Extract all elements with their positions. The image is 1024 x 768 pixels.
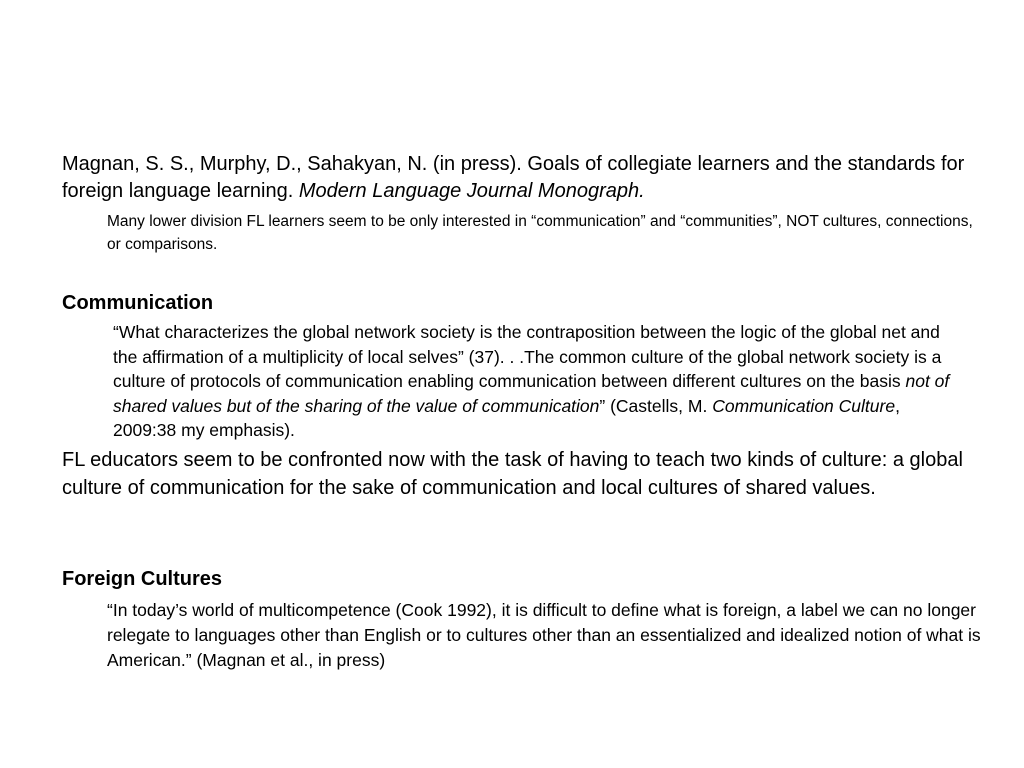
fl-educators-paragraph: FL educators seem to be confronted now with the task of having to teach two kinds of culture: a global culture of communication for the sake of communication and local cultures of shared values. <box>62 449 963 499</box>
heading-foreign-cultures: Foreign Cultures <box>62 568 223 590</box>
foreign-cultures-quote: “In today’s world of multicompetence (Cook 1992), it is difficult to define what is foreign, a label we can no longer relegate to languages other than English or to cultures other than an essentialized and idealized notion of what is American.” (Magnan et al., in press) <box>107 600 981 670</box>
communication-quote-part2: ” (Castells, M. <box>599 395 713 416</box>
heading-communication: Communication <box>62 292 214 314</box>
communication-quote-part1: “What characterizes the global network society is the contraposition between the logic of the global net and the affirmation of a multiplicity of local selves” (37). . .The common culture of the global network society is a culture of protocols of communication enabling communication between different cultures on the basis <box>113 322 942 392</box>
citation-journal: Modern Language Journal Monograph. <box>298 180 645 202</box>
citation-note: Many lower division FL learners seem to be only interested in “communication” and “communities”, NOT cultures, connections, or comparisons. <box>107 213 973 253</box>
citation-paragraph <box>62 151 992 205</box>
citation-text: Magnan, S. S., Murphy, D., Sahakyan, N. (in press). Goals of collegiate learners and the standards for foreign language learning. <box>62 153 965 202</box>
communication-quote-source-title: Communication Culture <box>712 395 896 416</box>
communication-quote-emphasis: not of shared values but of the sharing of the value of communication <box>113 371 950 416</box>
communication-quote-part3: , 2009:38 my emphasis). <box>113 395 900 441</box>
communication-quote <box>113 320 963 443</box>
